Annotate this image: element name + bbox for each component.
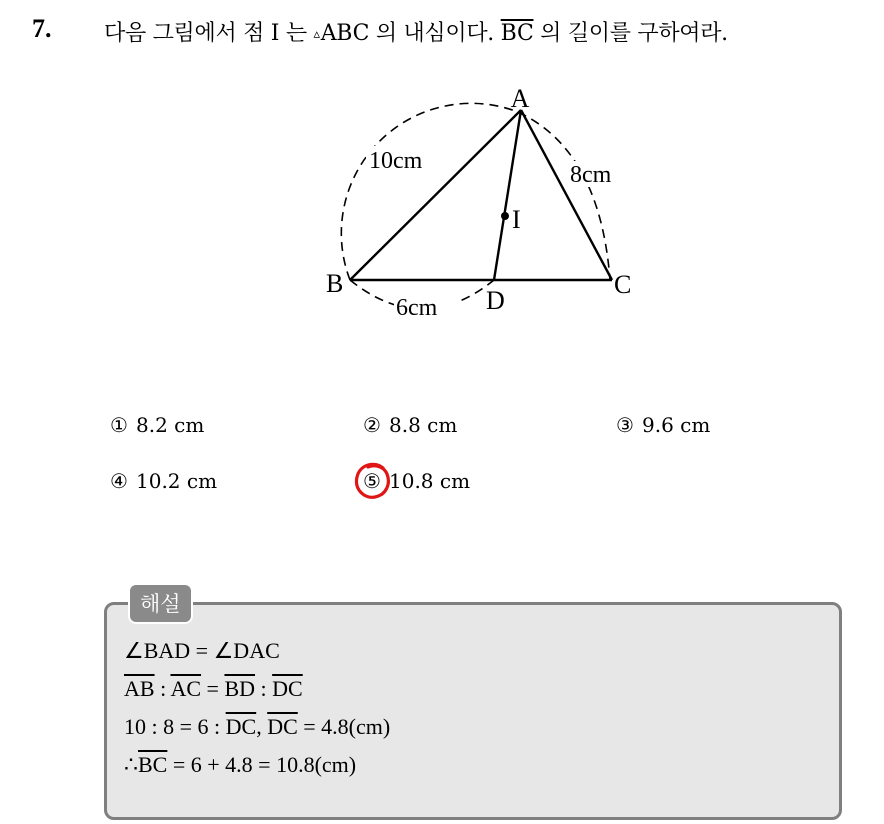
choice-marker: ① <box>110 413 128 437</box>
segment: $\overline{AC}$ <box>170 676 202 701</box>
solution-text: = 6 + 4.8 = 10.8(cm) <box>167 752 357 777</box>
arc-ab <box>341 103 518 280</box>
vertex-label-b: B <box>326 269 344 298</box>
solution-line-3 <box>124 714 390 740</box>
solution-line-2 <box>124 676 303 702</box>
triangle-symbol: ▵ <box>313 27 320 42</box>
segment: $\overline{BD}$ <box>224 676 256 701</box>
solution-text: ∠BAD = ∠DAC <box>124 638 280 663</box>
question-text-after: 의 길이를 구하여라. <box>533 21 728 46</box>
choice-3[interactable] <box>616 413 710 437</box>
vertex-label-d: D <box>486 286 505 315</box>
choice-value: 8.2 cm <box>136 413 205 437</box>
choice-value: 8.8 cm <box>389 413 458 437</box>
segment: $\overline{DC}$ <box>225 714 257 739</box>
choice-marker: ② <box>363 413 381 437</box>
choice-value: 10.8 cm <box>389 469 471 493</box>
incenter-label: I <box>512 205 521 234</box>
choice-1[interactable] <box>110 413 204 437</box>
solution-text: = 4.8(cm) <box>297 714 391 739</box>
solution-box <box>104 602 842 820</box>
solution-line-1 <box>124 638 280 664</box>
length-label-ab: 10cm <box>369 148 423 174</box>
answer-circle-mark <box>353 460 393 502</box>
side-ab <box>350 110 521 280</box>
length-label-ac: 8cm <box>570 162 612 188</box>
question-text-before: 다음 그림에서 점 I 는 <box>104 21 314 46</box>
segment: $\overline{DC}$ <box>272 676 303 701</box>
solution-text: : <box>154 676 171 701</box>
choice-value: 9.6 cm <box>642 413 711 437</box>
choice-2[interactable] <box>363 413 457 437</box>
arc-ac <box>518 112 610 280</box>
side-ac <box>521 110 612 280</box>
triangle-figure <box>0 0 884 360</box>
solution-text: 10 : 8 = 6 : <box>124 714 226 739</box>
choice-value: 10.2 cm <box>136 469 218 493</box>
solution-text: : <box>255 676 273 701</box>
segment-ad <box>494 110 521 280</box>
length-label-bd: 6cm <box>396 295 438 321</box>
segment-bc: $\overline{BC}$ <box>500 21 534 46</box>
answer-circle-stroke <box>356 464 388 497</box>
incenter-point <box>501 212 509 220</box>
solution-line-4 <box>124 752 356 778</box>
triangle-name: ABC <box>320 21 370 46</box>
segment: $\overline{BC}$ <box>138 752 168 777</box>
segment: $\overline{DC}$ <box>267 714 298 739</box>
question-text-middle: 의 내심이다. <box>369 21 501 46</box>
solution-tag: 해설 <box>128 583 193 624</box>
solution-text: , <box>256 714 268 739</box>
segment: $\overline{AB}$ <box>124 676 155 701</box>
question-number: 7. <box>32 14 52 43</box>
vertex-label-a: A <box>510 84 530 113</box>
solution-text: = <box>201 676 225 701</box>
choice-marker: ④ <box>110 469 128 493</box>
therefore-symbol: ∴ <box>124 752 138 777</box>
choice-4[interactable] <box>110 469 217 493</box>
choice-marker: ⑤ <box>363 469 381 493</box>
choice-marker: ③ <box>616 413 634 437</box>
vertex-label-c: C <box>614 270 632 299</box>
